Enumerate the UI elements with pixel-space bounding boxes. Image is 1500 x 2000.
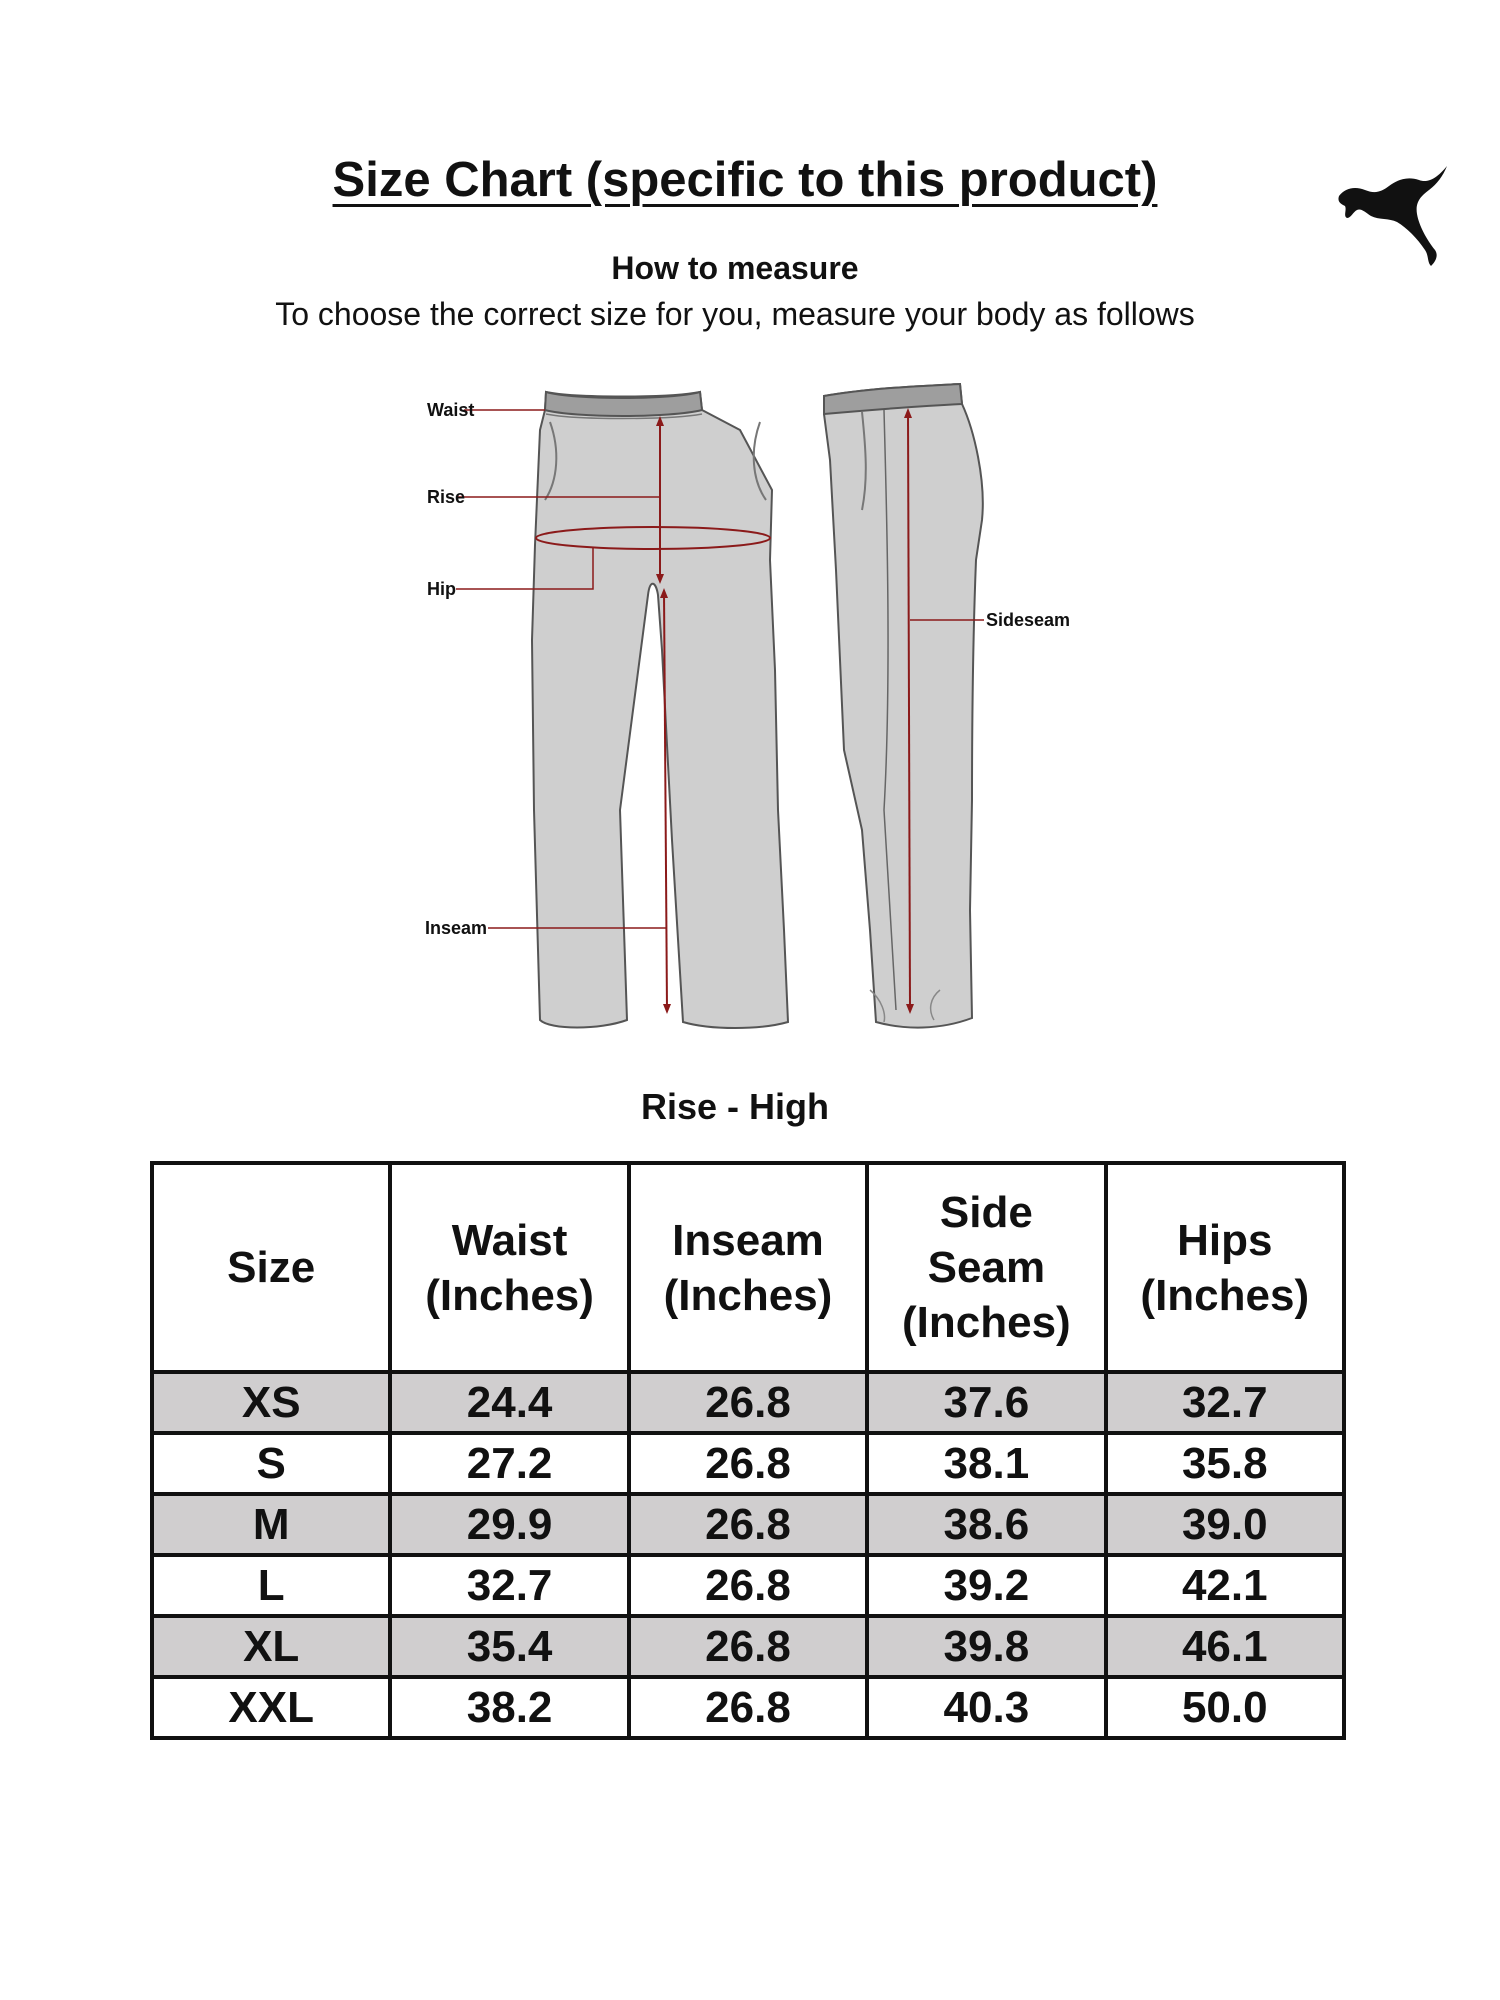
inseam-label: Inseam (425, 918, 488, 938)
side-seam-cell: 39.8 (867, 1616, 1105, 1677)
size-column-header: Size (152, 1163, 390, 1372)
inseam-column-header: Inseam (Inches) (629, 1163, 867, 1372)
hip-label: Hip (427, 579, 456, 599)
table-row (152, 1616, 1344, 1677)
hips-cell: 46.1 (1106, 1616, 1344, 1677)
side-seam-cell: 38.1 (867, 1433, 1105, 1494)
front-pants-illustration (456, 392, 788, 1028)
side-pants-illustration (824, 384, 984, 1028)
waist-cell: 29.9 (390, 1494, 628, 1555)
waist-column-header: Waist (Inches) (390, 1163, 628, 1372)
inseam-cell: 26.8 (629, 1555, 867, 1616)
table-row (152, 1677, 1344, 1738)
table-row (152, 1372, 1344, 1433)
size-cell: XXL (152, 1677, 390, 1738)
table-row (152, 1494, 1344, 1555)
hips-column-header: Hips (Inches) (1106, 1163, 1344, 1372)
hips-cell: 50.0 (1106, 1677, 1344, 1738)
side-seam-column-header: Side Seam (Inches) (867, 1163, 1105, 1372)
waist-cell: 24.4 (390, 1372, 628, 1433)
measure-instructions: To choose the correct size for you, measure your body as follows (275, 296, 1195, 332)
sideseam-label: Sideseam (986, 610, 1071, 630)
rise-type-note: Rise - High (640, 1086, 829, 1127)
hips-cell: 39.0 (1106, 1494, 1344, 1555)
waist-label: Waist (427, 400, 475, 420)
waist-cell: 27.2 (390, 1433, 628, 1494)
inseam-cell: 26.8 (629, 1433, 867, 1494)
size-cell: XS (152, 1372, 390, 1433)
size-cell: L (152, 1555, 390, 1616)
table-header-row (152, 1163, 1344, 1372)
how-to-measure-heading: How to measure (611, 250, 859, 286)
inseam-cell: 26.8 (629, 1616, 867, 1677)
size-cell: XL (152, 1616, 390, 1677)
hips-cell: 32.7 (1106, 1372, 1344, 1433)
size-cell: S (152, 1433, 390, 1494)
table-row (152, 1555, 1344, 1616)
size-cell: M (152, 1494, 390, 1555)
waist-cell: 35.4 (390, 1616, 628, 1677)
page-title: Size Chart (specific to this product) (332, 153, 1158, 207)
side-seam-cell: 37.6 (867, 1372, 1105, 1433)
inseam-cell: 26.8 (629, 1372, 867, 1433)
side-seam-cell: 38.6 (867, 1494, 1105, 1555)
waist-cell: 38.2 (390, 1677, 628, 1738)
hips-cell: 42.1 (1106, 1555, 1344, 1616)
size-chart-table (150, 1161, 1346, 1740)
inseam-cell: 26.8 (629, 1677, 867, 1738)
hips-cell: 35.8 (1106, 1433, 1344, 1494)
rise-label: Rise (427, 487, 466, 507)
table-row (152, 1433, 1344, 1494)
inseam-cell: 26.8 (629, 1494, 867, 1555)
pants-measurement-diagram (400, 370, 1100, 1050)
waist-cell: 32.7 (390, 1555, 628, 1616)
side-seam-cell: 39.2 (867, 1555, 1105, 1616)
side-seam-cell: 40.3 (867, 1677, 1105, 1738)
